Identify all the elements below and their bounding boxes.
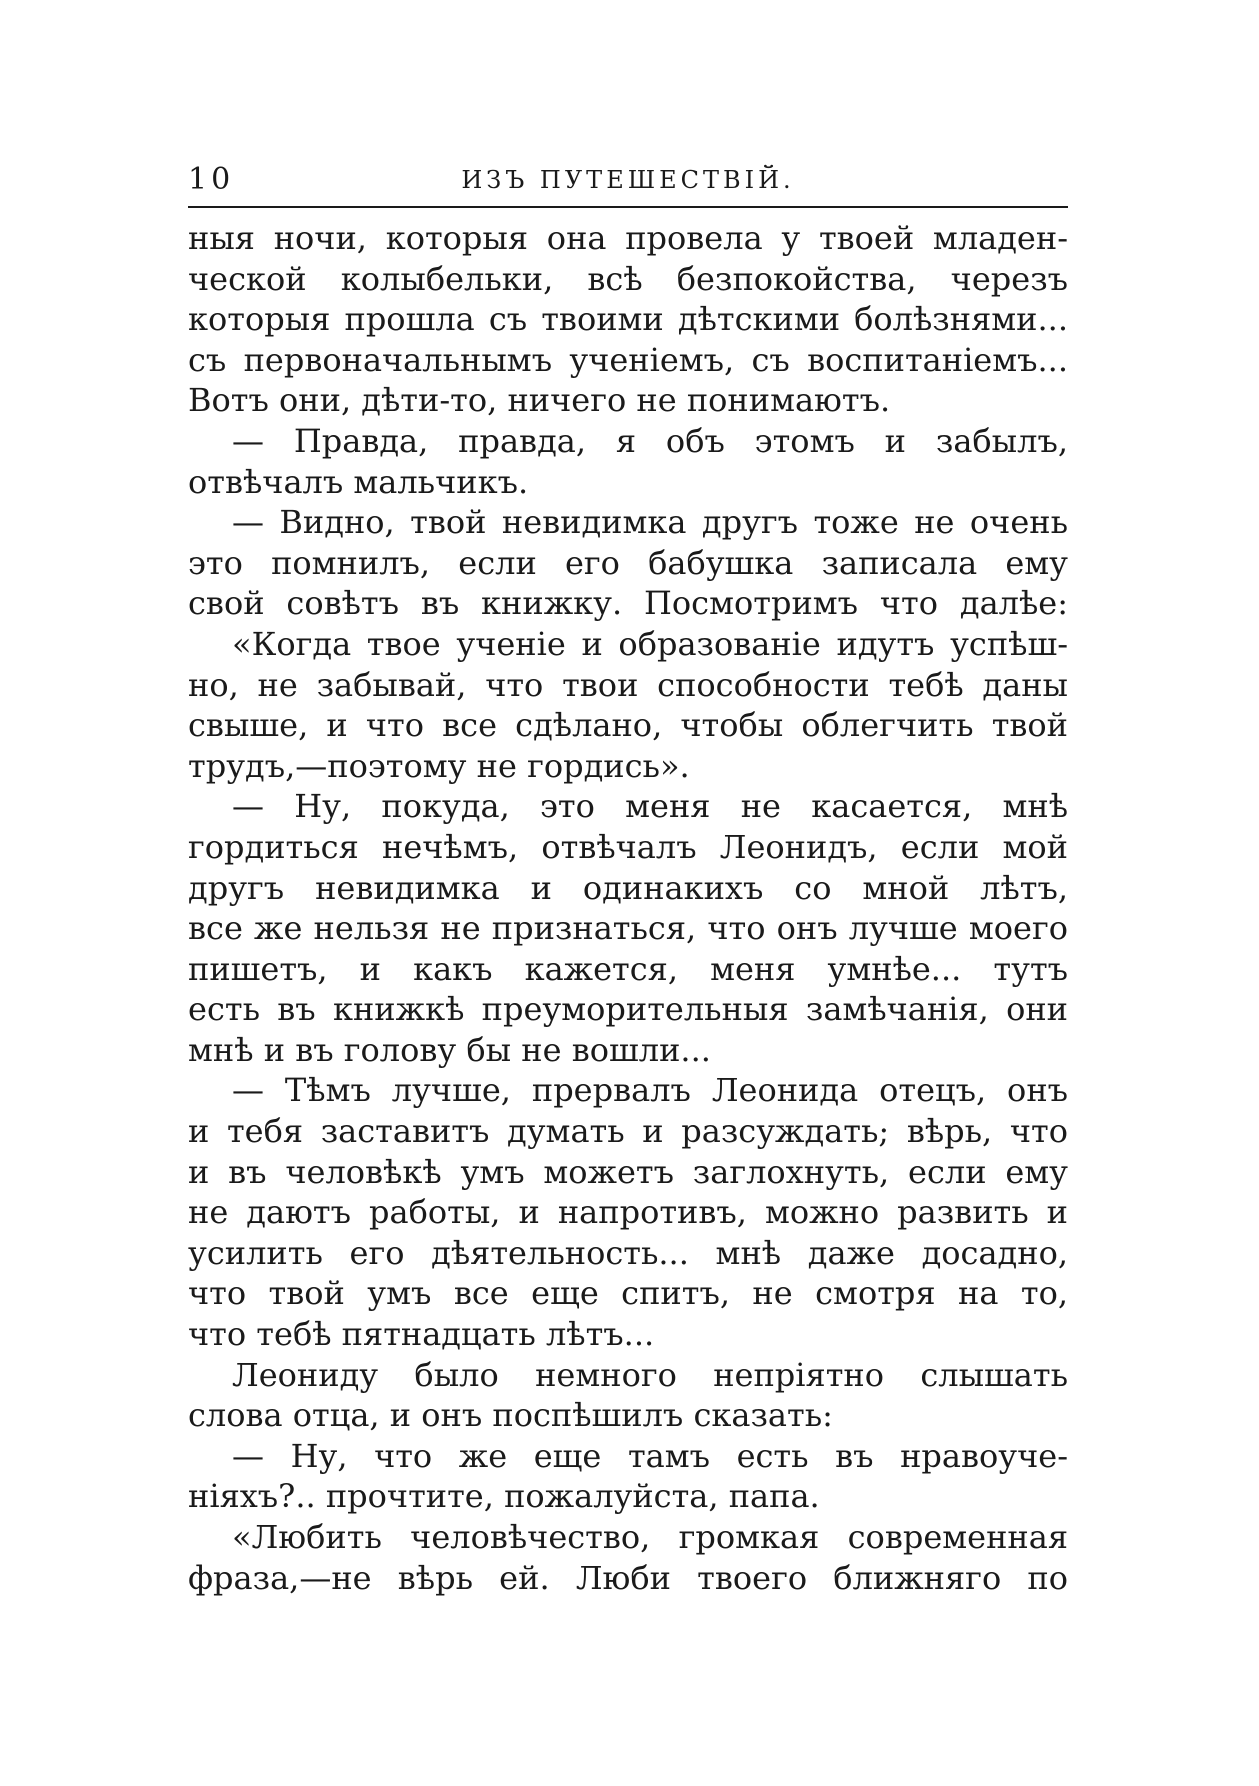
text-line: и въ человѣкѣ умъ можетъ заглохнуть, если ему (188, 1152, 1068, 1191)
text-line: ныя ночи, которыя она провела у твоей младен- (188, 219, 1068, 257)
text-line: Вотъ они, дѣти-то, ничего не понимаютъ. (188, 381, 891, 420)
header-rule (188, 206, 1068, 208)
page-header (188, 158, 1068, 206)
text-line: — Правда, правда, я объ этомъ и забылъ, (232, 421, 1068, 460)
text-line: трудъ,—поэтому не гордись». (188, 746, 690, 785)
text-line: все же нельзя не признаться, что онъ лучше моего (188, 909, 1068, 948)
text-line: пишетъ, и какъ кажется, меня умнѣе... тутъ (188, 949, 1068, 988)
text-line: ніяхъ?.. прочтите, пожалуйста, папа. (188, 1477, 820, 1516)
text-line: отвѣчалъ мальчикъ. (188, 462, 529, 501)
text-line: Леониду было немного непріятно слышать (232, 1355, 1068, 1394)
text-line: свой совѣтъ въ книжку. Посмотримъ что далѣе: (188, 584, 1068, 623)
text-line: усилить его дѣятельность... мнѣ даже досадно, (188, 1233, 1068, 1272)
text-line: съ первоначальнымъ ученіемъ, съ воспитаніемъ... (188, 340, 1068, 379)
page-number: 10 (188, 162, 235, 197)
text-line: свыше, и что все сдѣлано, чтобы облегчить твой (188, 706, 1068, 745)
running-title: ИЗЪ ПУТЕШЕСТВІЙ. (461, 166, 795, 194)
text-line: слова отца, и онъ поспѣшилъ сказать: (188, 1396, 833, 1435)
text-line: — Тѣмъ лучше, прервалъ Леонида отецъ, онъ (232, 1071, 1068, 1110)
text-line: — Ну, что же еще тамъ есть въ нравоуче- (232, 1436, 1068, 1475)
text-line: ческой колыбельки, всѣ безпокойства, черезъ (188, 259, 1068, 298)
text-line: — Видно, твой невидимка другъ тоже не очень (232, 503, 1068, 542)
text-line: «Любить человѣчество, громкая современная (232, 1518, 1068, 1556)
text-line: есть въ книжкѣ преуморительныя замѣчанія, они (188, 990, 1068, 1029)
text-line: — Ну, покуда, это меня не касается, мнѣ (232, 787, 1068, 826)
text-line: другъ невидимка и одинакихъ со мной лѣтъ, (188, 868, 1068, 907)
text-line: гордиться нечѣмъ, отвѣчалъ Леонидъ, если мой (188, 827, 1068, 866)
body-text (188, 218, 1068, 1598)
text-line: что твой умъ все еще спитъ, не смотря на то, (188, 1274, 1068, 1313)
text-line: и тебя заставитъ думать и разсуждать; вѣрь, что (188, 1112, 1068, 1151)
text-line: мнѣ и въ голову бы не вошли... (188, 1030, 711, 1069)
text-line: «Когда твое ученіе и образованіе идутъ успѣш- (232, 624, 1068, 663)
text-line: но, не забывай, что твои способности тебѣ даны (188, 665, 1068, 704)
text-line: что тебѣ пятнадцать лѣтъ... (188, 1315, 655, 1354)
text-line: которыя прошла съ твоими дѣтскими болѣзнями... (188, 300, 1068, 339)
text-line: фраза,—не вѣрь ей. Люби твоего ближняго по (188, 1558, 1068, 1597)
text-line: не даютъ работы, и напротивъ, можно развить и (188, 1193, 1068, 1232)
text-line: это помнилъ, если его бабушка записала ему (188, 543, 1068, 582)
